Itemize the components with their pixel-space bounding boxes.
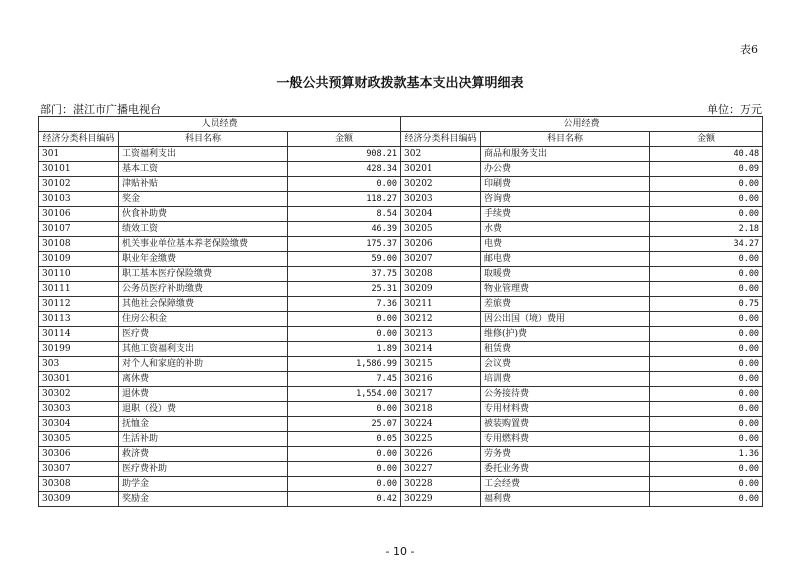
table-row [39,207,763,222]
public-code-cell: 30227 [401,462,481,477]
group-header-row [39,117,763,132]
personnel-amount-cell: 37.75 [288,267,401,282]
public-code-cell: 30226 [401,447,481,462]
public-name-cell: 办公费 [481,162,650,177]
public-amount-cell: 0.00 [650,252,763,267]
personnel-code-cell: 30308 [39,477,119,492]
public-code-cell: 30225 [401,432,481,447]
public-amount-cell: 0.00 [650,387,763,402]
personnel-name-cell: 伙食补助费 [119,207,288,222]
expenditure-table [38,116,763,507]
table-number: 表6 [740,43,758,56]
personnel-code-cell: 30109 [39,252,119,267]
personnel-code-cell: 30102 [39,177,119,192]
personnel-amount-cell: 0.00 [288,477,401,492]
public-code-cell: 30207 [401,252,481,267]
personnel-name-cell: 退职（役）费 [119,402,288,417]
public-code-cell: 30212 [401,312,481,327]
public-code-cell: 30213 [401,327,481,342]
public-code-cell: 30218 [401,402,481,417]
public-amount-cell: 0.00 [650,342,763,357]
public-name-cell: 物业管理费 [481,282,650,297]
table-row [39,192,763,207]
public-name-cell: 手续费 [481,207,650,222]
public-amount-cell: 0.00 [650,462,763,477]
personnel-code-cell: 30101 [39,162,119,177]
page-number: - 10 - [385,545,415,558]
public-name-cell: 咨询费 [481,192,650,207]
public-amount-cell: 0.00 [650,267,763,282]
group-personnel-header: 人员经费 [39,117,401,132]
personnel-amount-cell: 46.39 [288,222,401,237]
personnel-name-cell: 绩效工资 [119,222,288,237]
col-header-name-2: 科目名称 [481,132,650,147]
public-name-cell: 会议费 [481,357,650,372]
public-code-cell: 30224 [401,417,481,432]
personnel-name-cell: 奖金 [119,192,288,207]
table-row [39,297,763,312]
personnel-name-cell: 基本工资 [119,162,288,177]
personnel-name-cell: 工资福利支出 [119,147,288,162]
group-public-header: 公用经费 [401,117,763,132]
personnel-name-cell: 机关事业单位基本养老保险缴费 [119,237,288,252]
personnel-code-cell: 30309 [39,492,119,507]
public-name-cell: 差旅费 [481,297,650,312]
public-name-cell: 专用材料费 [481,402,650,417]
public-code-cell: 302 [401,147,481,162]
public-amount-cell: 0.09 [650,162,763,177]
personnel-code-cell: 30107 [39,222,119,237]
col-header-code-2: 经济分类科目编码 [401,132,481,147]
public-amount-cell: 0.00 [650,282,763,297]
table-row [39,147,763,162]
personnel-name-cell: 生活补助 [119,432,288,447]
public-code-cell: 30217 [401,387,481,402]
personnel-name-cell: 公务员医疗补助缴费 [119,282,288,297]
column-header-row [39,132,763,147]
personnel-name-cell: 其他工资福利支出 [119,342,288,357]
table-row [39,252,763,267]
personnel-code-cell: 30307 [39,462,119,477]
personnel-name-cell: 救济费 [119,447,288,462]
personnel-name-cell: 奖励金 [119,492,288,507]
personnel-amount-cell: 25.31 [288,282,401,297]
public-code-cell: 30229 [401,492,481,507]
public-name-cell: 委托业务费 [481,462,650,477]
personnel-amount-cell: 1.89 [288,342,401,357]
public-name-cell: 福利费 [481,492,650,507]
col-header-amount-2: 金额 [650,132,763,147]
public-name-cell: 水费 [481,222,650,237]
personnel-code-cell: 30305 [39,432,119,447]
public-code-cell: 30203 [401,192,481,207]
public-name-cell: 因公出国（境）费用 [481,312,650,327]
public-amount-cell: 34.27 [650,237,763,252]
table-row [39,177,763,192]
public-name-cell: 取暖费 [481,267,650,282]
personnel-name-cell: 其他社会保障缴费 [119,297,288,312]
personnel-amount-cell: 0.00 [288,327,401,342]
public-amount-cell: 2.18 [650,222,763,237]
table-row [39,402,763,417]
page-title: 一般公共预算财政拨款基本支出决算明细表 [276,76,524,91]
table-row [39,462,763,477]
public-code-cell: 30209 [401,282,481,297]
public-name-cell: 邮电费 [481,252,650,267]
personnel-amount-cell: 25.07 [288,417,401,432]
public-name-cell: 培训费 [481,372,650,387]
personnel-amount-cell: 175.37 [288,237,401,252]
personnel-name-cell: 对个人和家庭的补助 [119,357,288,372]
personnel-name-cell: 退休费 [119,387,288,402]
public-amount-cell: 1.36 [650,447,763,462]
table-row [39,327,763,342]
public-amount-cell: 0.00 [650,432,763,447]
public-code-cell: 30204 [401,207,481,222]
personnel-code-cell: 30302 [39,387,119,402]
personnel-amount-cell: 1,586.99 [288,357,401,372]
public-amount-cell: 0.00 [650,492,763,507]
personnel-name-cell: 离休费 [119,372,288,387]
public-name-cell: 被装购置费 [481,417,650,432]
personnel-amount-cell: 0.00 [288,312,401,327]
public-code-cell: 30206 [401,237,481,252]
personnel-name-cell: 抚恤金 [119,417,288,432]
public-name-cell: 公务接待费 [481,387,650,402]
personnel-amount-cell: 0.00 [288,402,401,417]
col-header-name: 科目名称 [119,132,288,147]
public-name-cell: 商品和服务支出 [481,147,650,162]
personnel-amount-cell: 59.00 [288,252,401,267]
table-row [39,447,763,462]
personnel-code-cell: 30303 [39,402,119,417]
personnel-amount-cell: 118.27 [288,192,401,207]
personnel-code-cell: 301 [39,147,119,162]
col-header-code: 经济分类科目编码 [39,132,119,147]
personnel-amount-cell: 0.05 [288,432,401,447]
public-amount-cell: 0.00 [650,207,763,222]
personnel-amount-cell: 1,554.00 [288,387,401,402]
public-name-cell: 租赁费 [481,342,650,357]
public-code-cell: 30208 [401,267,481,282]
public-code-cell: 30205 [401,222,481,237]
public-name-cell: 劳务费 [481,447,650,462]
table-row [39,387,763,402]
personnel-name-cell: 住房公积金 [119,312,288,327]
personnel-code-cell: 30114 [39,327,119,342]
personnel-code-cell: 303 [39,357,119,372]
table-row [39,222,763,237]
personnel-amount-cell: 0.00 [288,462,401,477]
table-row [39,432,763,447]
public-amount-cell: 0.00 [650,372,763,387]
table-row [39,372,763,387]
personnel-code-cell: 30106 [39,207,119,222]
personnel-code-cell: 30111 [39,282,119,297]
public-code-cell: 30215 [401,357,481,372]
personnel-code-cell: 30304 [39,417,119,432]
public-name-cell: 工会经费 [481,477,650,492]
table-row [39,492,763,507]
personnel-code-cell: 30301 [39,372,119,387]
public-amount-cell: 0.75 [650,297,763,312]
personnel-amount-cell: 428.34 [288,162,401,177]
table-row [39,267,763,282]
personnel-name-cell: 医疗费 [119,327,288,342]
public-amount-cell: 0.00 [650,402,763,417]
personnel-amount-cell: 0.00 [288,447,401,462]
personnel-amount-cell: 0.42 [288,492,401,507]
personnel-amount-cell: 7.45 [288,372,401,387]
table-row [39,477,763,492]
public-amount-cell: 0.00 [650,477,763,492]
table-row [39,282,763,297]
table-row [39,312,763,327]
unit-label: 单位：万元 [707,103,762,116]
public-amount-cell: 0.00 [650,417,763,432]
personnel-name-cell: 助学金 [119,477,288,492]
public-amount-cell: 0.00 [650,327,763,342]
personnel-amount-cell: 8.54 [288,207,401,222]
public-name-cell: 印刷费 [481,177,650,192]
personnel-code-cell: 30113 [39,312,119,327]
personnel-code-cell: 30199 [39,342,119,357]
public-code-cell: 30211 [401,297,481,312]
public-amount-cell: 0.00 [650,177,763,192]
public-amount-cell: 0.00 [650,312,763,327]
table-row [39,357,763,372]
table-row [39,417,763,432]
public-code-cell: 30228 [401,477,481,492]
public-amount-cell: 0.00 [650,357,763,372]
public-amount-cell: 0.00 [650,192,763,207]
personnel-amount-cell: 7.36 [288,297,401,312]
public-name-cell: 专用燃料费 [481,432,650,447]
table-row [39,237,763,252]
public-code-cell: 30202 [401,177,481,192]
public-name-cell: 维修(护)费 [481,327,650,342]
personnel-code-cell: 30112 [39,297,119,312]
personnel-name-cell: 职业年金缴费 [119,252,288,267]
public-name-cell: 电费 [481,237,650,252]
personnel-name-cell: 津贴补贴 [119,177,288,192]
table-row [39,162,763,177]
col-header-amount: 金额 [288,132,401,147]
public-code-cell: 30216 [401,372,481,387]
personnel-name-cell: 职工基本医疗保险缴费 [119,267,288,282]
personnel-amount-cell: 908.21 [288,147,401,162]
personnel-code-cell: 30306 [39,447,119,462]
personnel-code-cell: 30103 [39,192,119,207]
public-amount-cell: 40.48 [650,147,763,162]
personnel-code-cell: 30108 [39,237,119,252]
public-code-cell: 30214 [401,342,481,357]
public-code-cell: 30201 [401,162,481,177]
table-row [39,342,763,357]
personnel-amount-cell: 0.00 [288,177,401,192]
personnel-code-cell: 30110 [39,267,119,282]
department-label: 部门：湛江市广播电视台 [40,103,161,116]
personnel-name-cell: 医疗费补助 [119,462,288,477]
